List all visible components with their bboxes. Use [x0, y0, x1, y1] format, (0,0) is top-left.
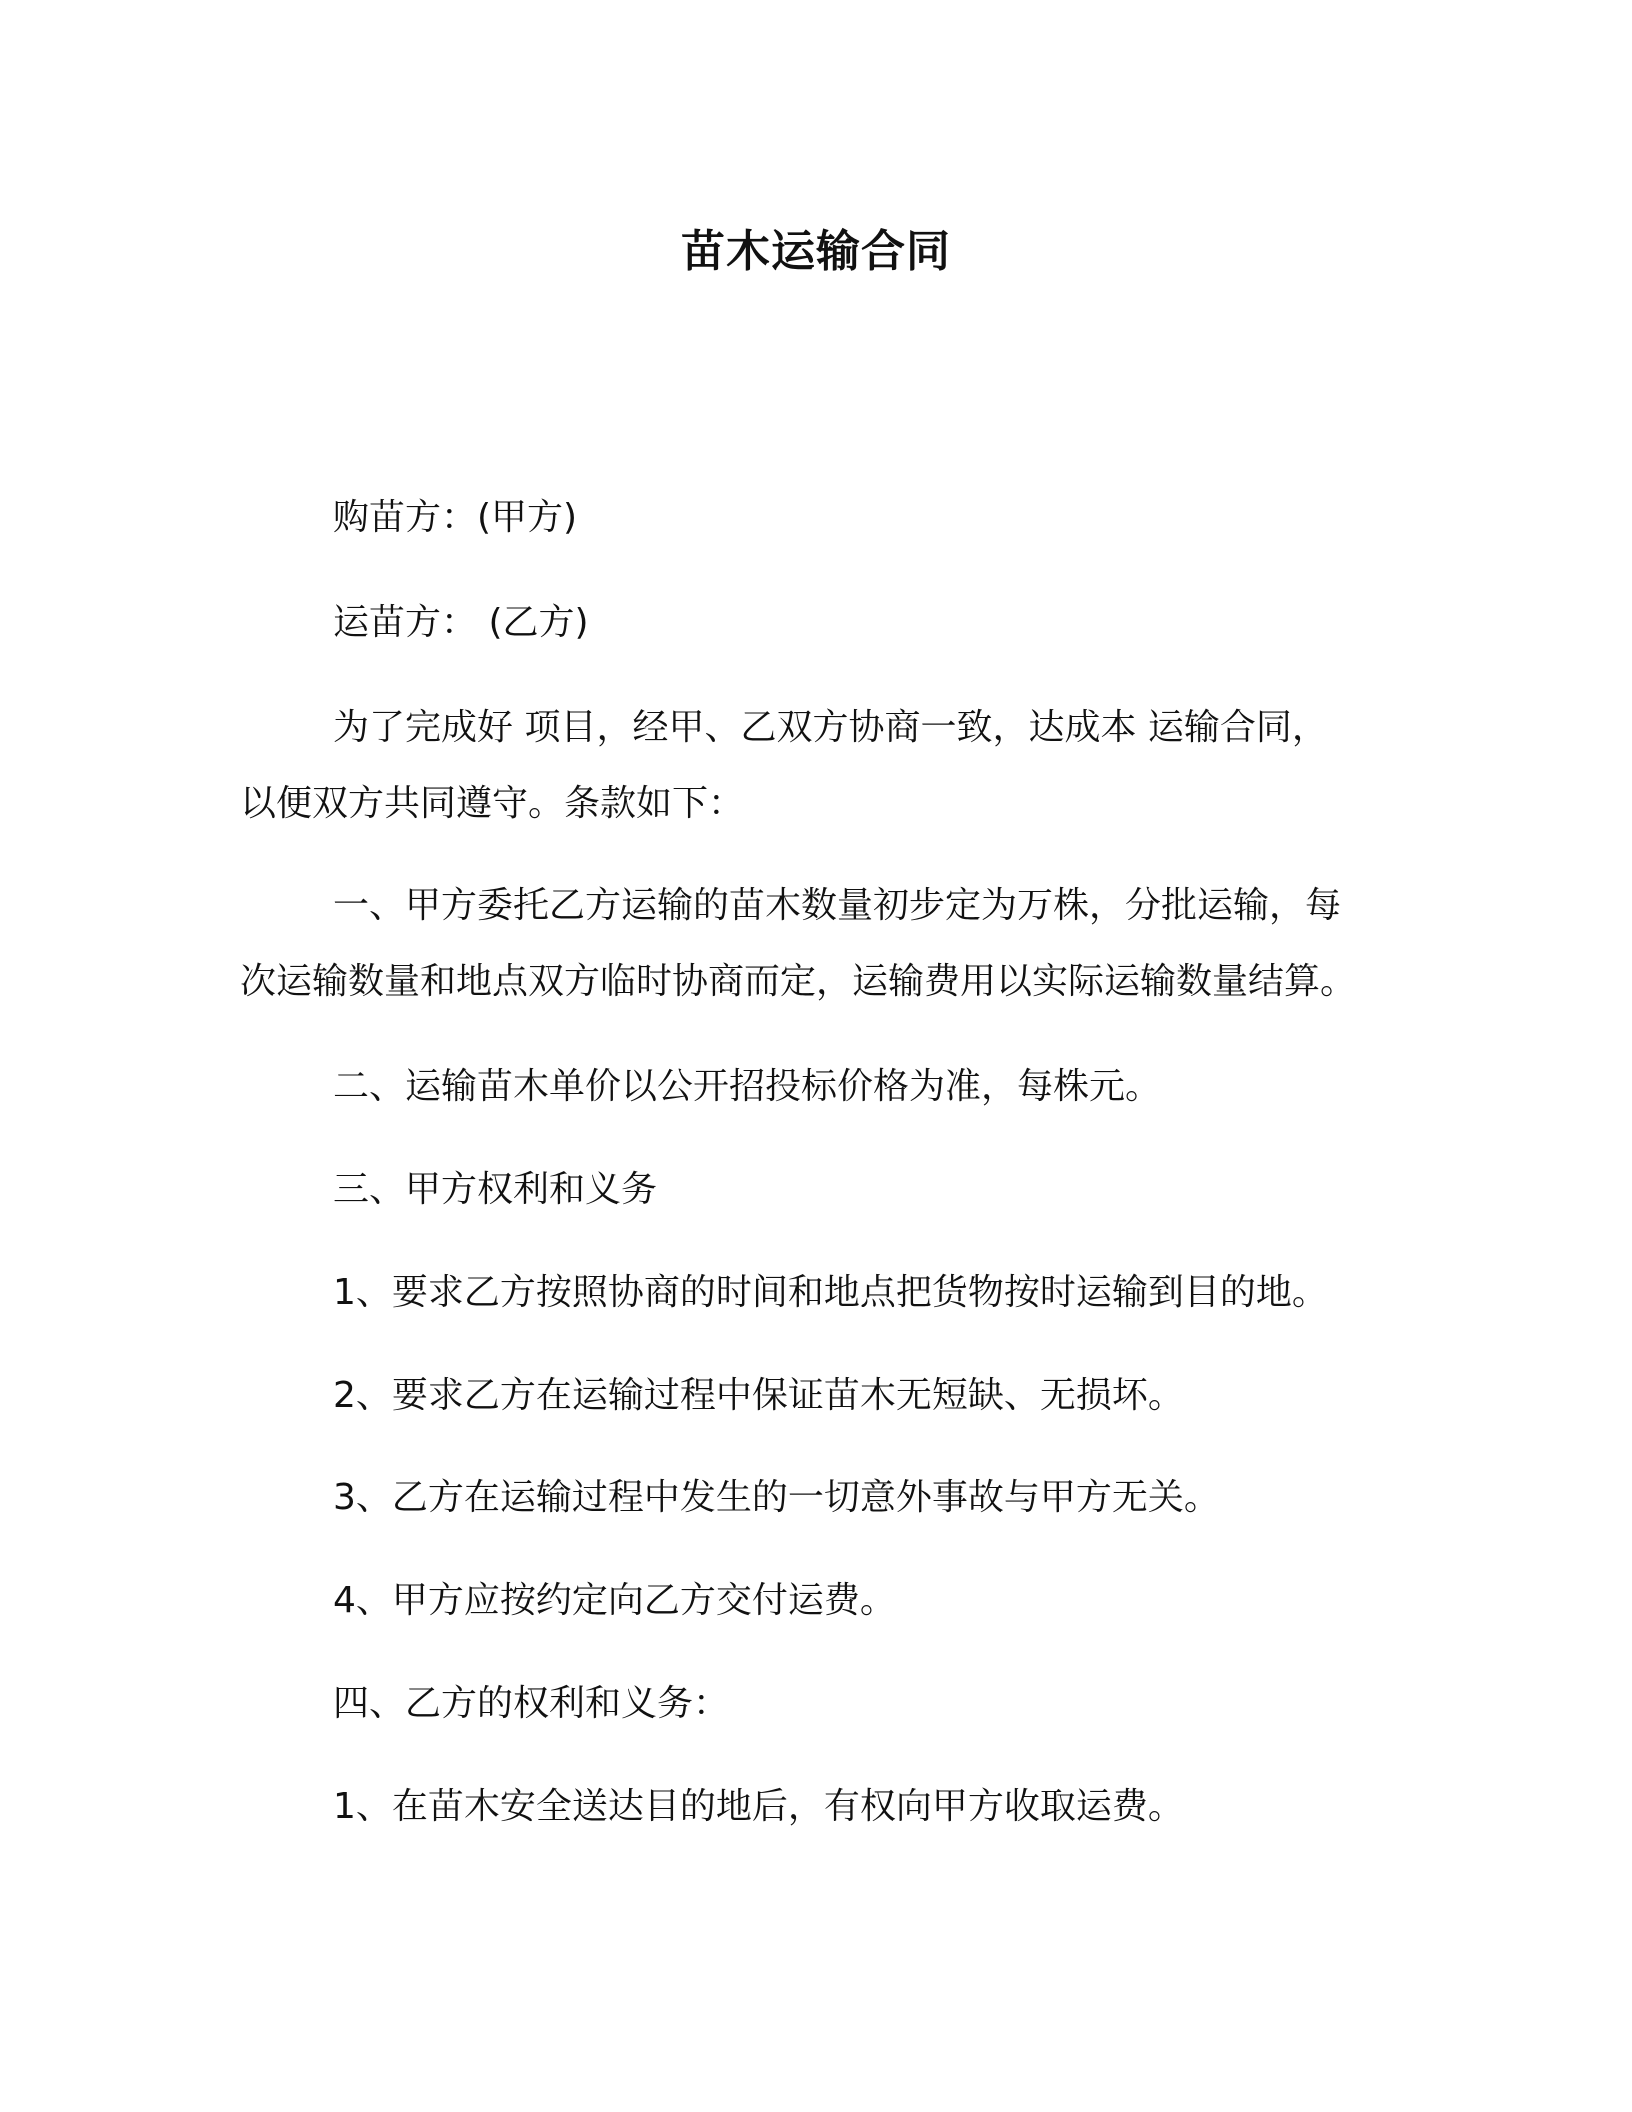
clause-2: 二、运输苗木单价以公开招投标价格为准，每株元。: [333, 1066, 1162, 1107]
clause-3-item: 3、乙方在运输过程中发生的一切意外事故与甲方无关。: [333, 1477, 1220, 1518]
clause-3-item: 1、要求乙方按照协商的时间和地点把货物按时运输到目的地。: [333, 1272, 1328, 1313]
clause-1-line-1: 一、甲方委托乙方运输的苗木数量初步定为万株，分批运输，每: [333, 885, 1342, 926]
clause-3-item: 4、甲方应按约定向乙方交付运费。: [333, 1580, 896, 1621]
clause-1-line-2: 次运输数量和地点双方临时协商而定，运输费用以实际运输数量结算。: [240, 961, 1357, 1002]
clause-4-item: 1、在苗木安全送达目的地后，有权向甲方收取运费。: [333, 1786, 1184, 1827]
clause-4-heading: 四、乙方的权利和义务：: [333, 1683, 730, 1724]
clause-3-heading: 三、甲方权利和义务: [333, 1169, 658, 1210]
intro-line-1: 为了完成好 项目，经甲、乙双方协商一致，达成本 运输合同，: [333, 707, 1328, 748]
intro-line-2: 以便双方共同遵守。条款如下：: [240, 783, 745, 824]
party-b-line: 运苗方： (乙方): [333, 602, 589, 643]
party-a-line: 购苗方：(甲方): [333, 497, 578, 538]
document-title: 苗木运输合同: [681, 226, 951, 277]
clause-3-item: 2、要求乙方在运输过程中保证苗木无短缺、无损坏。: [333, 1375, 1184, 1416]
